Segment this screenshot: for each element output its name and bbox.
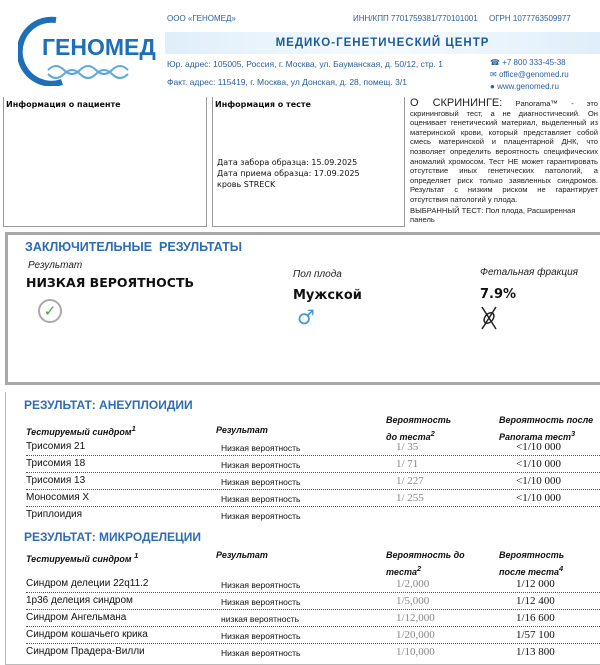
posterior-risk-cell: 1/16 600 (516, 612, 555, 624)
about-screening (410, 99, 598, 225)
male-icon: ♂ (297, 305, 315, 329)
prior-risk-cell: 1/12,000 (396, 612, 435, 624)
syndrome-cell: Синдром Ангельмана (26, 612, 127, 623)
syndrome-cell: 1p36 делеция синдром (26, 595, 133, 606)
posterior-risk-cell: 1/57 100 (516, 629, 555, 641)
prior-risk-cell: 1/10,000 (396, 646, 435, 658)
result-cell: Низкая вероятность (221, 511, 301, 521)
sex-label: Пол плода (293, 269, 342, 280)
posterior-risk-cell: <1/10 000 (516, 441, 562, 453)
inn: ИНН/КПП 7701759381/770101001 (353, 14, 478, 23)
globe-icon: ● (490, 82, 495, 91)
sample-type: кровь STRECK (217, 180, 276, 189)
posterior-risk-cell: 1/12 000 (516, 578, 555, 590)
final-results-box (5, 232, 600, 385)
prior-risk-cell: 1/20,000 (396, 629, 435, 641)
center-banner: МЕДИКО-ГЕНЕТИЧЕСКИЙ ЦЕНТР (165, 32, 600, 54)
selected-test: ВЫБРАННЫЙ ТЕСТ: Пол плода, Расширенная панель (410, 205, 576, 225)
col-syndrome: Тестируемый синдром (26, 427, 132, 437)
table-row (26, 627, 600, 644)
table-row (26, 490, 600, 507)
prior-risk-cell: 1/ 227 (396, 475, 424, 487)
table-row (26, 456, 600, 473)
result-label: Результат (28, 260, 83, 271)
fetal-fraction-label: Фетальная фракция (480, 267, 578, 278)
syndrome-cell: Синдром кошачьего крика (26, 629, 148, 640)
genomed-logo: ГЕНОМЕД (18, 14, 148, 86)
syndrome-cell: Трисомия 21 (26, 441, 86, 452)
test-info-title: Информация о тесте (215, 100, 311, 109)
col-posterior: Вероятность после теста (499, 550, 565, 577)
fetal-fraction-value: 7.9% (480, 287, 517, 302)
posterior-risk-cell: 1/13 800 (516, 646, 555, 658)
result-cell: низкая вероятность (221, 614, 300, 624)
col-syndrome: Тестируемый синдром (26, 554, 132, 564)
prior-risk-cell: 1/5,000 (396, 595, 430, 607)
posterior-risk-cell: <1/10 000 (516, 492, 562, 504)
about-heading: О СКРИНИНГЕ: (410, 97, 503, 109)
aneuploidy-title: РЕЗУЛЬТАТ: АНЕУПЛОИДИИ (24, 398, 193, 412)
about-text: Panorama™ - это скрининговый тест, а не диагностический. Он оценивает генетический материал, выделенный из материнской крови, который представляет собой смесь материнской и плацентарной ДНК, что позволяет определить вероятность специфических аномалий хромосом. Тест НЕ может гарантировать отсутствие иных генетических патологий, а определяет риск только заявленных синдромов. Результат с низким риском не гарантирует отсутствия патологий у плода. (410, 99, 598, 204)
syndrome-cell: Триплоидия (26, 509, 83, 520)
email-icon: ✉ (490, 70, 497, 79)
sex-value: Мужской (293, 288, 362, 303)
result-cell: Низкая вероятность (221, 597, 301, 607)
result-cell: Низкая вероятность (221, 477, 301, 487)
col-posterior: Вероятность после Panorama тест (499, 415, 594, 442)
syndrome-cell: Синдром делеции 22q11.2 (26, 578, 149, 589)
legal-address: Юр. адрес: 105005, Россия, г. Москва, ул. Бауманская, д. 50/12, стр. 1 (167, 59, 443, 69)
col-prior: Вероятность до теста (386, 415, 452, 442)
phone-icon: ☎ (490, 58, 500, 67)
prior-risk-cell: 1/2,000 (396, 578, 430, 590)
website-link[interactable]: www.genomed.ru (497, 82, 559, 91)
checkmark-icon: ✓ (38, 299, 62, 323)
table-row (26, 439, 600, 456)
result-cell: Низкая вероятность (221, 580, 301, 590)
table-row (26, 593, 600, 610)
result-cell: Низкая вероятность (221, 494, 301, 504)
result-cell: Низкая вероятность (221, 631, 301, 641)
dna-icon (478, 305, 500, 335)
col-result: Результат (216, 550, 268, 560)
patient-info-box (3, 97, 207, 227)
test-info-box (212, 97, 405, 227)
prior-risk-cell: 1/ 71 (396, 458, 419, 470)
actual-address: Факт. адрес: 115419, г. Москва, ул Донская, д. 28, помещ. 3/1 (167, 77, 407, 87)
result-cell: Низкая вероятность (221, 648, 301, 658)
syndrome-cell: Трисомия 13 (26, 475, 86, 486)
email-link[interactable]: office@genomed.ru (498, 70, 569, 79)
phone: +7 800 333-45-38 (502, 58, 566, 67)
receive-date: Дата приема образца: 17.09.2025 (217, 169, 360, 178)
table-row (26, 576, 600, 593)
table-row (26, 610, 600, 627)
posterior-risk-cell: <1/10 000 (516, 475, 562, 487)
microdeletion-title: РЕЗУЛЬТАТ: МИКРОДЕЛЕЦИИ (24, 530, 202, 544)
ogrn: ОГРН 1077763509977 (489, 14, 571, 23)
table-row (26, 644, 600, 661)
table-row (26, 507, 600, 524)
posterior-risk-cell: 1/12 400 (516, 595, 555, 607)
col-result: Результат (216, 425, 268, 435)
posterior-risk-cell: <1/10 000 (516, 458, 562, 470)
prior-risk-cell: 1/ 255 (396, 492, 424, 504)
result-cell: Низкая вероятность (221, 460, 301, 470)
sample-date: Дата забора образца: 15.09.2025 (217, 158, 358, 167)
result-value: НИЗКАЯ ВЕРОЯТНОСТЬ (26, 275, 194, 290)
syndrome-cell: Синдром Прадера-Вилли (26, 646, 145, 657)
prior-risk-cell: 1/ 35 (396, 441, 419, 453)
company-name: ООО «ГЕНОМЕД» (167, 14, 236, 23)
aneuploidy-section: РЕЗУЛЬТАТ: АНЕУПЛОИДИИ Тестируемый синдром$^1$ Результат Вероятность до теста$^2$ Вероятность после Panorama тест$^3$ Трисомия 21 Низкая вероятность 1/ 35 <1/10 000 Трисомия 18 Низкая вероятность 1/ 71 <1/10 000 Трисомия 13 Низкая вероятность 1/ 227 <1/10 000 Моносомия X Низкая вероятность 1/ 255 <1/10 000 Триплоидия Низкая вероятность (5, 392, 600, 525)
table-row (26, 473, 600, 490)
syndrome-cell: Трисомия 18 (26, 458, 86, 469)
syndrome-cell: Моносомия X (26, 492, 90, 503)
final-results-title: ЗАКЛЮЧИТЕЛЬНЫЕ РЕЗУЛЬТАТЫ (25, 240, 242, 254)
patient-info-title: Информация о пациенте (6, 100, 121, 109)
microdeletion-section: РЕЗУЛЬТАТ: МИКРОДЕЛЕЦИИ Тестируемый синдром $^1$ Результат Вероятность до теста$^2$ Вероятность после теста$^4$ Синдром делеции 22q11.2 Низкая вероятность 1/2,000 1/12 000 1p36 делеция синдром Низкая вероятность 1/5,000 1/12 400 Синдром Ангельмана низкая вероятность 1/12,000 1/16 600 Синдром кошачьего крика Низкая вероятность 1/20,000 1/57 100 Синдром Прадера-Вилли Низкая вероятность 1/10,000 1/13 800 (5, 525, 600, 665)
result-cell: Низкая вероятность (221, 443, 301, 453)
col-prior: Вероятность до теста (386, 550, 465, 577)
